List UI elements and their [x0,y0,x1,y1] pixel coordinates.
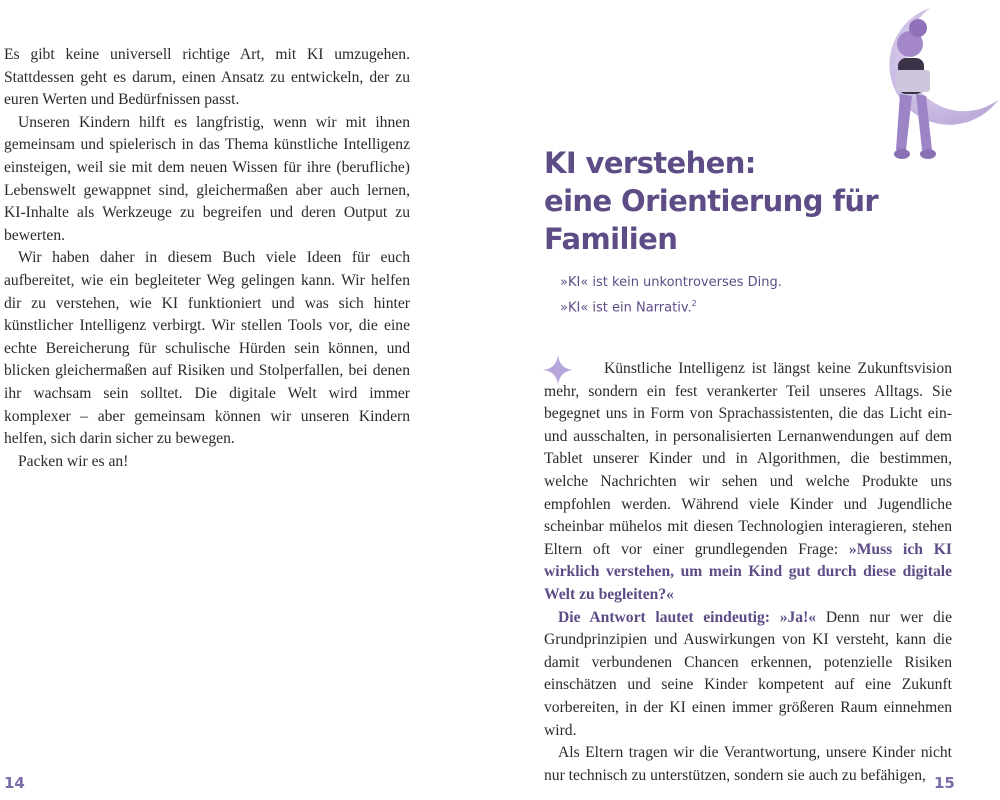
heading-line-1: KI verstehen: [544,146,756,180]
epigraph [560,272,782,318]
left-paragraph-2: Unseren Kindern hilft es langfristig, wenn wir mit ihnen gemeinsam und spielerisch in das Thema künstliche Intelligenz einsteigen, weil sie mit dem neuen Wissen für ihre (berufliche) Lebenswelt gewappnet sind, gleichermaßen aber auch lernen, KI-Inhalte als Werkzeuge zu begreifen und deren Output zu bewerten. [4,113,410,244]
highlighted-question: »Muss ich KI wirklich verstehen, um mein Kind gut durch diese digitale Welt zu begleiten?« [544,540,953,603]
right-paragraph-1-text: Künstliche Intelligenz ist längst keine Zukunftsvision mehr, sondern ein fest verankerter Teil unseres Alltags. Sie begegnet uns in Form von Sprachassistenten, die das Licht ein- und ausschalten, in personalisierten Lernanwendungen auf dem Tablet unserer Kinder und in Algorithmen, die bestimmen, welche Nachrichten wir sehen und welche Produkte uns empfohlen werden. Während viele Kinder und Jugendliche scheinbar mühelos mit diesen Technologien interagieren, stehen Eltern oft vor einer grundlegenden Frage: [544,360,952,558]
heading-line-2: eine Orientierung für [544,184,879,218]
left-body-text [4,44,410,473]
epigraph-line-1: »KI« ist kein unkontroverses Ding. [560,275,782,290]
right-page [500,0,1000,800]
page-number-left: 14 [4,774,25,792]
right-body-text [544,358,952,787]
right-paragraph-2-text: Denn nur wer die Grundprinzipien und Auswirkungen von KI versteht, kann die damit verbundenen Chancen erkennen, potenzielle Risiken einschätzen und seine Kinder kompetent auf eine Zukunft vorbereiten, in der KI einen immer größeren Raum einnehmen wird. [544,608,952,739]
page-number-right: 15 [934,774,955,792]
right-paragraph-1 [544,358,952,607]
highlighted-answer: Die Antwort lautet eindeutig: »Ja!« [558,608,817,626]
left-paragraph-4: Packen wir es an! [18,452,129,470]
right-paragraph-3: Als Eltern tragen wir die Verantwortung, unsere Kinder nicht nur technisch zu unterstützen, sondern sie auch zu befähigen, [544,744,952,784]
epigraph-line-2-text: »KI« ist ein Narrativ. [560,300,692,316]
footnote-marker: 2 [691,299,697,308]
right-paragraph-2 [544,607,952,743]
epigraph-line-2 [560,293,782,318]
heading-line-3: Familien [544,222,678,256]
chapter-heading [544,144,964,258]
left-paragraph-1: Es gibt keine universell richtige Art, mit KI umzugehen. Stattdessen geht es darum, einen Ansatz zu entwickeln, der zu euren Werten und Bedürfnissen passt. [4,46,410,109]
left-paragraph-3: Wir haben daher in diesem Buch viele Ideen für euch aufbereitet, wie ein begleiteter Weg gelingen kann. Wir helfen dir zu verstehen, wie KI funktioniert und was sich hinter künstlicher Intelligenz verbirgt. Wir stellen Tools vor, die eine echte Bereicherung für schulische Hürden sein können, und blicken gleichermaßen auf Risiken und Stolperfallen, bei denen ihr wachsam sein solltet. Die digitale Welt wird immer komplexer – aber gemeinsam können wir unseren Kindern helfen, sich darin sicher zu bewegen. [4,249,410,448]
